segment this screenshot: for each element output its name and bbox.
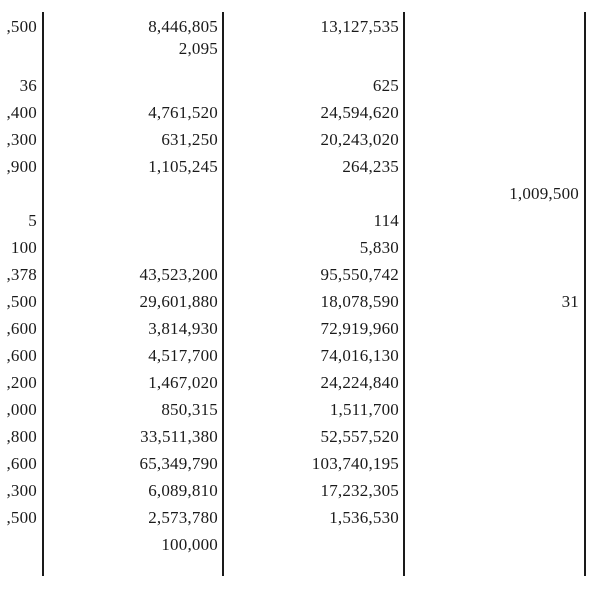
column-rule (222, 12, 224, 576)
table-cell: 3,814,930 (148, 319, 218, 338)
table-cell: ,800 (6, 427, 37, 446)
table-cell: ,200 (6, 373, 37, 392)
table-cell: 95,550,742 (320, 265, 399, 284)
table-cell: 2,095 (178, 39, 218, 58)
table-cell: 52,557,520 (320, 427, 399, 446)
table-cell: ,600 (6, 346, 37, 365)
table-cell: 13,127,535 (320, 17, 399, 36)
table-cell: 43,523,200 (139, 265, 218, 284)
table-cell: 65,349,790 (139, 454, 218, 473)
table-cell: 4,517,700 (148, 346, 218, 365)
table-cell: 24,594,620 (320, 103, 399, 122)
table-cell: 1,511,700 (329, 400, 399, 419)
table-cell: 100 (10, 238, 37, 257)
table-cell: 103,740,195 (311, 454, 399, 473)
table-cell: 6,089,810 (148, 481, 218, 500)
table-cell: ,600 (6, 454, 37, 473)
table-cell: ,500 (6, 508, 37, 527)
table-cell: 5 (28, 211, 37, 230)
table-cell: ,400 (6, 103, 37, 122)
table-cell: ,500 (6, 292, 37, 311)
table-cell: 72,919,960 (320, 319, 399, 338)
table-cell: ,900 (6, 157, 37, 176)
table-cell: 4,761,520 (148, 103, 218, 122)
table-cell: 74,016,130 (320, 346, 399, 365)
table-cell: ,500 (6, 17, 37, 36)
table-cell: 29,601,880 (139, 292, 218, 311)
table-cell: 264,235 (342, 157, 399, 176)
table-cell: 17,232,305 (320, 481, 399, 500)
table-cell: 2,573,780 (148, 508, 218, 527)
table-cell: 1,105,245 (148, 157, 218, 176)
table-cell: 1,536,530 (329, 508, 399, 527)
column-rule (403, 12, 405, 576)
table-cell: ,300 (6, 481, 37, 500)
table-cell: 8,446,805 (148, 17, 218, 36)
column-rule (584, 12, 586, 576)
table-cell: ,378 (6, 265, 37, 284)
table-cell: 18,078,590 (320, 292, 399, 311)
table-cell: 24,224,840 (320, 373, 399, 392)
table-cell: 20,243,020 (320, 130, 399, 149)
table-cell: ,300 (6, 130, 37, 149)
table-cell: 36 (19, 76, 37, 95)
table-cell: 631,250 (161, 130, 218, 149)
table-cell: 33,511,380 (140, 427, 218, 446)
table-cell: 1,009,500 (509, 184, 579, 203)
table-cell: 100,000 (161, 535, 218, 554)
table-cell: ,600 (6, 319, 37, 338)
table-cell: ,000 (6, 400, 37, 419)
table-cell: 850,315 (161, 400, 218, 419)
table-cell: 31 (561, 292, 579, 311)
table-cell: 5,830 (359, 238, 399, 257)
table-cell: 625 (372, 76, 399, 95)
table-cell: 114 (373, 211, 399, 230)
table-cell: 1,467,020 (148, 373, 218, 392)
column-rule (42, 12, 44, 576)
